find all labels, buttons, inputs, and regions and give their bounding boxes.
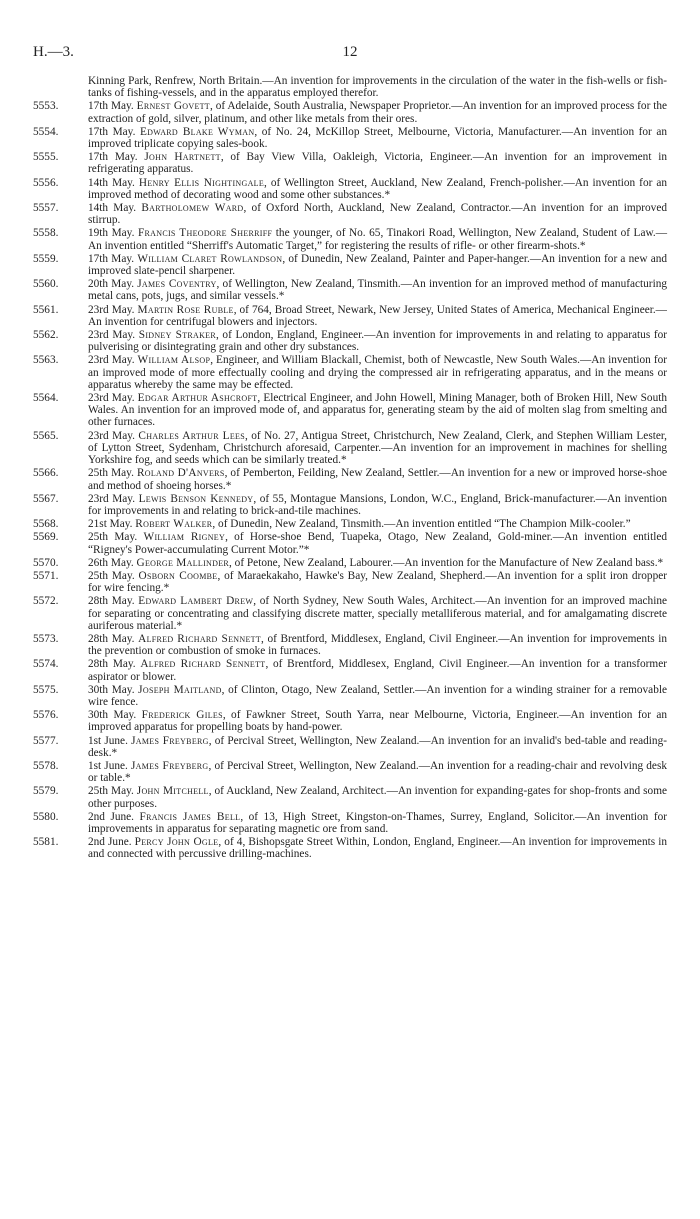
applicant-name: Charles Arthur Lees <box>138 429 245 442</box>
entry-text <box>81 570 667 594</box>
entry-number: 5558. <box>33 227 59 240</box>
entry-number: 5577. <box>33 734 59 747</box>
entry-number: 5554. <box>33 125 59 138</box>
entry-text <box>81 177 667 201</box>
entry-number: 5565. <box>33 429 59 442</box>
entry-description: , of Pemberton, Feilding, New Zealand, Settler.—An invention for a new or improved horse-shoe and method of shoeing horses.* <box>88 467 668 492</box>
entry-description: , Electrical Engineer, and John Howell, Mining Manager, both of Broken Hill, New South Wales. An invention for an improved mode of, and apparatus for, generating steam by the aid of molten slag from smelting and other furnaces. <box>88 392 668 429</box>
entry-date: 28th May. <box>88 595 139 608</box>
entry-description: , of No. 24, McKillop Street, Melbourne, Victoria, Manufacturer.—An invention for an improved triplicate copying sales-book. <box>88 125 667 151</box>
patent-entry <box>33 151 667 175</box>
entry-number: 5574. <box>33 658 59 671</box>
patent-entry <box>33 709 667 733</box>
entry-number: 5563. <box>33 354 59 367</box>
entry-date: 20th May. <box>88 278 138 291</box>
entry-date: 26th May. <box>88 556 137 569</box>
entry-number: 5559. <box>33 252 59 265</box>
applicant-name: William Alsop <box>137 354 211 367</box>
entry-description: , of Wellington, New Zealand, Tinsmith.—An invention for an improved method of manufacturing metal cans, pots, jugs, and similar vessels.* <box>88 278 668 303</box>
entry-date: 23rd May. <box>88 303 138 316</box>
entry-date: 1st June. <box>88 759 131 772</box>
entry-date: 17th May. <box>88 125 140 138</box>
applicant-name: Alfred Richard Sennett <box>138 632 262 645</box>
entry-text <box>81 557 667 569</box>
entry-number: 5579. <box>33 785 59 798</box>
entry-text <box>81 633 667 657</box>
entry-date: 2nd June. <box>88 810 140 823</box>
entry-number: 5573. <box>33 632 59 645</box>
patent-entry <box>33 811 667 835</box>
applicant-name: Robert Walker <box>135 518 213 531</box>
entry-description: , of Petone, New Zealand, Labourer.—An invention for the Manufacture of New Zealand bass.* <box>229 556 664 569</box>
entry-description: , of North Sydney, New South Wales, Architect.—An invention for an improved machine for separating or concentrating and classifying discrete matter, specially metalliferous material, and for amalgamating discrete auriferous material.* <box>88 595 667 632</box>
entry-description: , of Brentford, Middlesex, England, Civil Engineer.—An invention for a transformer aspirator or blower. <box>88 658 667 683</box>
entry-description: , of Percival Street, Wellington, New Zealand.—An invention for a reading-chair and revolving desk or table.* <box>88 759 667 785</box>
entry-date: 30th May. <box>88 709 142 722</box>
entry-text <box>81 227 667 251</box>
entry-number: 5556. <box>33 176 59 189</box>
entry-description: , of Fawkner Street, South Yarra, near Melbourne, Victoria, Engineer.—An invention for an improved apparatus for propelling boats by hand-power. <box>88 709 667 734</box>
entry-number: 5555. <box>33 151 59 164</box>
entry-description: , of Horse-shoe Bend, Tuapeka, Otago, New Zealand, Gold-miner.—An invention entitled “Rigney's Power-accumulating Current Motor.”* <box>88 531 668 556</box>
entry-date: 17th May. <box>88 151 145 164</box>
entry-number: 5561. <box>33 303 59 316</box>
entry-description: , of Adelaide, South Australia, Newspaper Proprietor.—An invention for an improved process for the extraction of gold, silver, platinum, and other like metals from their ores. <box>88 100 668 125</box>
entry-text <box>81 684 667 708</box>
entry-date: 25th May. <box>88 569 139 582</box>
entry-description: , of Clinton, Otago, New Zealand, Settler.—An invention for a winding strainer for a removable wire fence. <box>88 683 667 708</box>
page-header <box>33 44 667 68</box>
patent-entry <box>33 227 667 251</box>
entry-description: , of Auckland, New Zealand, Architect.—An invention for expanding-gates for shop-fronts and some other purposes. <box>88 785 667 810</box>
patent-entry <box>33 570 667 594</box>
patent-entry <box>33 126 667 150</box>
entry-number: 5560. <box>33 278 59 291</box>
entry-date: 28th May. <box>88 658 141 671</box>
entry-description: , of Bay View Villa, Oakleigh, Victoria, Engineer.—An invention for an improvement in refrigerating apparatus. <box>88 151 667 176</box>
patent-entry <box>33 278 667 302</box>
applicant-name: Ernest Govett <box>136 100 210 113</box>
patent-entry <box>33 100 667 124</box>
applicant-name: Joseph Maitland <box>138 683 222 696</box>
document-reference: H.—3. <box>33 44 74 60</box>
entry-description: , of Percival Street, Wellington, New Zealand.—An invention for an invalid's bed-table and reading-desk.* <box>88 734 667 759</box>
patent-entry <box>33 430 667 467</box>
applicant-name: Roland D'Anvers <box>136 467 225 480</box>
patent-entry <box>33 253 667 277</box>
patent-entry <box>33 518 667 530</box>
applicant-name: Percy John Ogle <box>134 836 219 849</box>
entry-number: 5567. <box>33 492 59 505</box>
entry-date: 23rd May. <box>88 492 139 505</box>
entry-number: 5568. <box>33 518 59 531</box>
entry-number: 5553. <box>33 100 59 113</box>
entry-text <box>81 430 667 467</box>
applicant-name: Edgar Arthur Ashcroft <box>137 392 258 405</box>
entry-text <box>81 595 667 632</box>
applicant-name: James Freyberg <box>130 759 209 772</box>
entry-text <box>81 100 667 124</box>
applicant-name: George Mallinder <box>136 556 230 569</box>
applicant-name: Edward Blake Wyman <box>139 125 255 138</box>
entry-number: 5578. <box>33 759 59 772</box>
entry-text <box>81 151 667 175</box>
applicant-name: Martin Rose Ruble <box>137 303 234 316</box>
entry-text <box>81 253 667 277</box>
entry-text <box>81 493 667 517</box>
entry-date: 2nd June. <box>88 836 135 849</box>
applicant-name: James Freyberg <box>131 734 209 747</box>
entry-date: 17th May. <box>88 252 138 265</box>
entry-description: , of London, England, Engineer.—An invention for improvements in and relating to apparatus for pulverising or disintegrating grain and other dry substances. <box>88 329 667 354</box>
patent-entry <box>33 329 667 353</box>
entry-date: 25th May. <box>88 467 137 480</box>
entry-text <box>81 836 667 860</box>
entry-text <box>81 531 667 555</box>
patent-entry <box>33 467 667 491</box>
entry-text <box>81 202 667 226</box>
entry-description: , of Oxford North, Auckland, New Zealand, Contractor.—An invention for an improved stirrup. <box>88 202 667 227</box>
entry-description: , of Brentford, Middlesex, England, Civil Engineer.—An invention for improvements in the prevention or combustion of smoke in furnaces. <box>88 632 667 658</box>
patent-list <box>33 75 667 862</box>
entry-text <box>81 467 667 491</box>
entry-date: 14th May. <box>88 202 142 215</box>
entry-description: , of No. 27, Antigua Street, Christchurch, New Zealand, Clerk, and Stephen William Lester, of Lytton Street, Sydenham, Christchurch aforesaid, Carpenter.—An invention for an improvement in machines for shelling Yorkshire fog, and seeds which can be similarly treated.* <box>88 429 668 467</box>
entry-description: , of Wellington Street, Auckland, New Zealand, French-polisher.—An invention for an improved method of decorating wood and some other substances.* <box>88 176 668 201</box>
applicant-name: Alfred Richard Sennett <box>140 658 266 671</box>
patent-entry <box>33 760 667 784</box>
entry-text <box>81 354 667 391</box>
applicant-name: John Mitchell <box>136 785 209 798</box>
entry-number: 5572. <box>33 595 59 608</box>
patent-entry <box>33 304 667 328</box>
entry-number: 5581. <box>33 836 59 849</box>
patent-entry <box>33 177 667 201</box>
entry-date: 23rd May. <box>88 392 138 405</box>
entry-number: 5570. <box>33 556 59 569</box>
applicant-name: Henry Ellis Nightingale <box>138 176 265 189</box>
applicant-name: Osborn Coombe <box>138 569 218 582</box>
entry-description: the younger, of No. 65, Tinakori Road, Wellington, New Zealand, Student of Law.—An invention entitled “Sherriff's Automatic Target,” for registering the results of rifle- or other firearm-shots.* <box>88 227 667 252</box>
entry-date: 23rd May. <box>88 429 139 442</box>
entry-date: 23rd May. <box>88 354 138 367</box>
entry-date: 28th May. <box>88 632 139 645</box>
entry-description: , of 55, Montague Mansions, London, W.C., England, Brick-manufacturer.—An invention for improvements in and relating to brick-and-tile machines. <box>88 492 667 517</box>
applicant-name: Sidney Straker <box>138 329 216 342</box>
patent-entry <box>33 633 667 657</box>
entry-date: 19th May. <box>88 227 138 240</box>
entry-date: 23rd May. <box>88 329 139 342</box>
entry-number: 5566. <box>33 467 59 480</box>
entry-date: 25th May. <box>88 785 137 798</box>
entry-text <box>81 785 667 809</box>
page-number: 12 <box>342 44 358 60</box>
patent-entry <box>33 493 667 517</box>
patent-entry <box>33 595 667 632</box>
patent-entry <box>33 392 667 429</box>
entry-text <box>81 392 667 429</box>
patent-entry <box>33 557 667 569</box>
patent-entry <box>33 684 667 708</box>
entry-date: 30th May. <box>88 683 139 696</box>
entry-description: , of Dunedin, New Zealand, Painter and Paper-hanger.—An invention for a new and improved slate-pencil sharpener. <box>88 252 668 278</box>
entry-text <box>81 278 667 302</box>
entry-description: , of Dunedin, New Zealand, Tinsmith.—An invention entitled “The Champion Milk-cooler.” <box>212 518 631 531</box>
applicant-name: William Rigney <box>143 531 226 544</box>
patent-entry <box>33 354 667 391</box>
applicant-name: William Claret Rowlandson <box>137 252 283 265</box>
entry-description: , Engineer, and William Blackall, Chemist, both of Newcastle, New South Wales.—An invention for an improved mode of more effectually cooling and drying the compressed air in refrigerating apparatus, and in the means or apparatus whereby the same may be effected. <box>88 354 667 391</box>
entry-text <box>81 518 667 530</box>
patent-entry <box>33 531 667 555</box>
entry-text <box>81 735 667 759</box>
continuation-paragraph: Kinning Park, Renfrew, North Britain.—An invention for improvements in the circulation of the water in the fish-wells or fish-tanks of fishing-vessels, and in the apparatus employed therefor. <box>88 75 667 100</box>
patent-entry <box>33 785 667 809</box>
entry-number: 5575. <box>33 683 59 696</box>
entry-number: 5580. <box>33 810 59 823</box>
entry-number: 5569. <box>33 531 59 544</box>
entry-description: , of Maraekakaho, Hawke's Bay, New Zealand, Shepherd.—An invention for a split iron dropper for wire fencing.* <box>88 569 667 595</box>
entry-description: , of 13, High Street, Kingston-on-Thames, Surrey, England, Solicitor.—An invention for improvements in apparatus for separating magnetic ore from sand. <box>88 810 667 835</box>
entry-description: , of 764, Broad Street, Newark, New Jersey, United States of America, Mechanical Engineer.—An invention for centrifugal blowers and injectors. <box>88 303 667 328</box>
entry-number: 5576. <box>33 709 59 722</box>
applicant-name: Francis Theodore Sherriff <box>137 227 273 240</box>
applicant-name: Frederick Giles <box>141 709 223 722</box>
entry-number: 5571. <box>33 569 59 582</box>
entry-description: , of 4, Bishopsgate Street Within, London, England, Engineer.—An invention for improvements in and connected with percussive drilling-machines. <box>88 836 667 861</box>
entry-text <box>81 811 667 835</box>
entries-container <box>33 100 667 860</box>
entry-text <box>81 760 667 784</box>
applicant-name: Edward Lambert Drew <box>138 595 254 608</box>
patent-entry <box>33 836 667 860</box>
entry-text <box>81 126 667 150</box>
patent-entry <box>33 735 667 759</box>
entry-date: 21st May. <box>88 518 136 531</box>
entry-date: 17th May. <box>88 100 137 113</box>
patent-entry <box>33 202 667 226</box>
entry-text <box>81 329 667 353</box>
applicant-name: Bartholomew Ward <box>141 202 244 215</box>
applicant-name: Francis James Bell <box>139 810 241 823</box>
entry-number: 5557. <box>33 202 59 215</box>
entry-number: 5564. <box>33 392 59 405</box>
entry-date: 25th May. <box>88 531 144 544</box>
entry-number: 5562. <box>33 329 59 342</box>
entry-date: 14th May. <box>88 176 139 189</box>
applicant-name: James Coventry <box>137 278 217 291</box>
entry-date: 1st June. <box>88 734 132 747</box>
applicant-name: Lewis Benson Kennedy <box>138 492 254 505</box>
entry-text <box>81 304 667 328</box>
patent-entry <box>33 658 667 682</box>
entry-text <box>81 658 667 682</box>
entry-text <box>81 709 667 733</box>
applicant-name: John Hartnett <box>144 151 221 164</box>
